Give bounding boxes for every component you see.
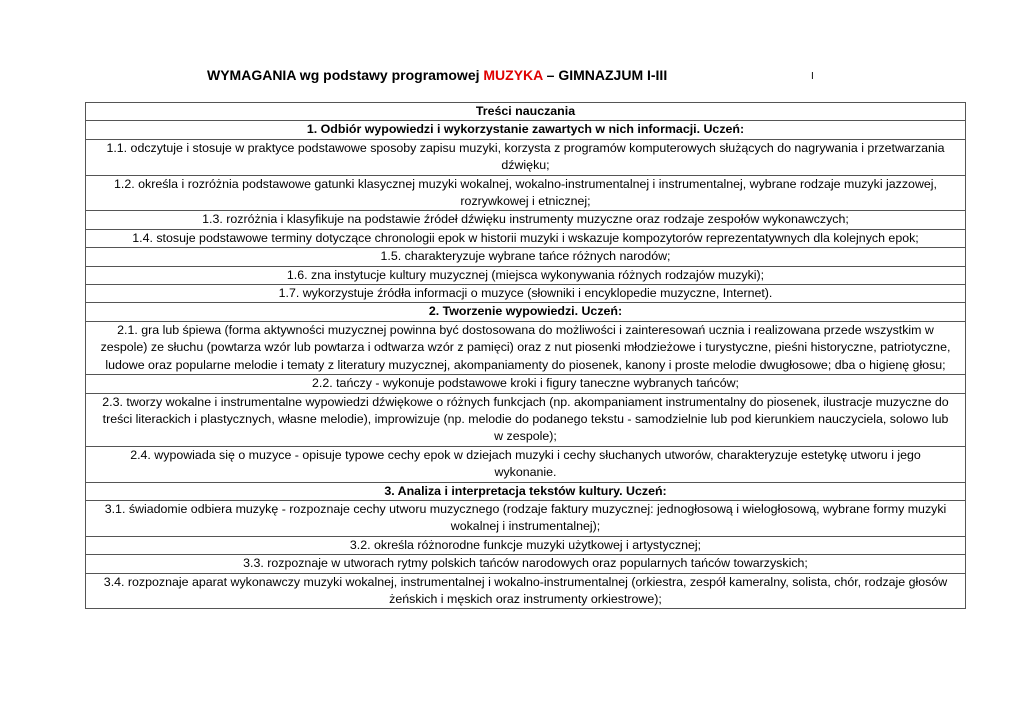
requirement-item: 2.4. wypowiada się o muzyce - opisuje typowe cechy epok w dziejach muzyki i cechy słuchanych utworów, charakteryzuje estetykę utworu i jego wykonanie.	[86, 446, 966, 482]
table-row	[86, 175, 966, 211]
document-title	[207, 67, 827, 87]
table-row	[86, 229, 966, 247]
page-mark: I	[811, 71, 814, 82]
section-heading: 3. Analiza i interpretacja tekstów kultury. Uczeń:	[86, 482, 966, 500]
table-row	[86, 139, 966, 175]
table-row	[86, 321, 966, 374]
section-row	[86, 303, 966, 321]
table-row	[86, 266, 966, 284]
table-row	[86, 285, 966, 303]
table-row	[86, 375, 966, 393]
table-heading-row	[86, 103, 966, 121]
requirement-item: 1.4. stosuje podstawowe terminy dotyczące chronologii epok w historii muzyki i wskazuje kompozytorów reprezentatywnych dla kolejnych epok;	[86, 229, 966, 247]
title-prefix: WYMAGANIA wg podstawy programowej	[207, 67, 484, 83]
requirement-item: 1.1. odczytuje i stosuje w praktyce podstawowe sposoby zapisu muzyki, korzysta z programów komputerowych służących do nagrywania i przetwarzania dźwięku;	[86, 139, 966, 175]
section-row	[86, 121, 966, 139]
requirement-item: 1.7. wykorzystuje źródła informacji o muzyce (słowniki i encyklopedie muzyczne, Internet).	[86, 285, 966, 303]
table-row	[86, 393, 966, 446]
requirement-item: 1.6. zna instytucje kultury muzycznej (miejsca wykonywania różnych rodzajów muzyki);	[86, 266, 966, 284]
requirements-table	[85, 102, 966, 609]
table-row	[86, 536, 966, 554]
requirement-item: 2.1. gra lub śpiewa (forma aktywności muzycznej powinna być dostosowana do możliwości i zainteresowań ucznia i realizowana przede wszystkim w zespole) ze słuchu (powtarza wzór lub powtarza i odtwarza wzór z pamięci) oraz z nut piosenki młodzieżowe i turystyczne, pieśni historyczne, patriotyczne, ludowe oraz popularne melodie i tematy z literatury muzycznej, akompaniamenty do piosenek, kanony i proste melodie dwugłosowe; dba o higienę głosu;	[86, 321, 966, 374]
table-row	[86, 211, 966, 229]
table-row	[86, 446, 966, 482]
requirement-item: 1.5. charakteryzuje wybrane tańce różnych narodów;	[86, 248, 966, 266]
section-heading: 1. Odbiór wypowiedzi i wykorzystanie zawartych w nich informacji. Uczeń:	[86, 121, 966, 139]
requirement-item: 3.4. rozpoznaje aparat wykonawczy muzyki wokalnej, instrumentalnej i wokalno-instrumentalnej (orkiestra, zespół kameralny, solista, chór, rodzaje głosów żeńskich i męskich oraz instrumenty orkiestrowe);	[86, 573, 966, 609]
requirement-item: 3.3. rozpoznaje w utworach rytmy polskich tańców narodowych oraz popularnych tańców towarzyskich;	[86, 555, 966, 573]
table-row	[86, 248, 966, 266]
requirement-item: 1.2. określa i rozróżnia podstawowe gatunki klasycznej muzyki wokalnej, wokalno-instrumentalnej i instrumentalnej, wybrane rodzaje muzyki jazzowej, rozrywkowej i etnicznej;	[86, 175, 966, 211]
table-row	[86, 555, 966, 573]
table-row	[86, 573, 966, 609]
requirement-item: 3.1. świadomie odbiera muzykę - rozpoznaje cechy utworu muzycznego (rodzaje faktury muzycznej: jednogłosową i wielogłosową, wybrane formy muzyki wokalnej i instrumentalnej);	[86, 500, 966, 536]
title-suffix: – GIMNAZJUM I-III	[542, 67, 668, 83]
requirement-item: 1.3. rozróżnia i klasyfikuje na podstawie źródeł dźwięku instrumenty muzyczne oraz rodzaje zespołów wykonawczych;	[86, 211, 966, 229]
section-row	[86, 482, 966, 500]
table-heading: Treści nauczania	[86, 103, 966, 121]
table-row	[86, 500, 966, 536]
section-heading: 2. Tworzenie wypowiedzi. Uczeń:	[86, 303, 966, 321]
title-subject: MUZYKA	[483, 67, 543, 83]
requirement-item: 2.2. tańczy - wykonuje podstawowe kroki i figury taneczne wybranych tańców;	[86, 375, 966, 393]
requirement-item: 3.2. określa różnorodne funkcje muzyki użytkowej i artystycznej;	[86, 536, 966, 554]
requirement-item: 2.3. tworzy wokalne i instrumentalne wypowiedzi dźwiękowe o różnych funkcjach (np. akompaniament instrumentalny do piosenek, ilustracje muzyczne do treści literackich i plastycznych, własne melodie), improwizuje (np. melodie do podanego tekstu - samodzielnie lub pod kierunkiem nauczyciela, solowo lub w zespole);	[86, 393, 966, 446]
